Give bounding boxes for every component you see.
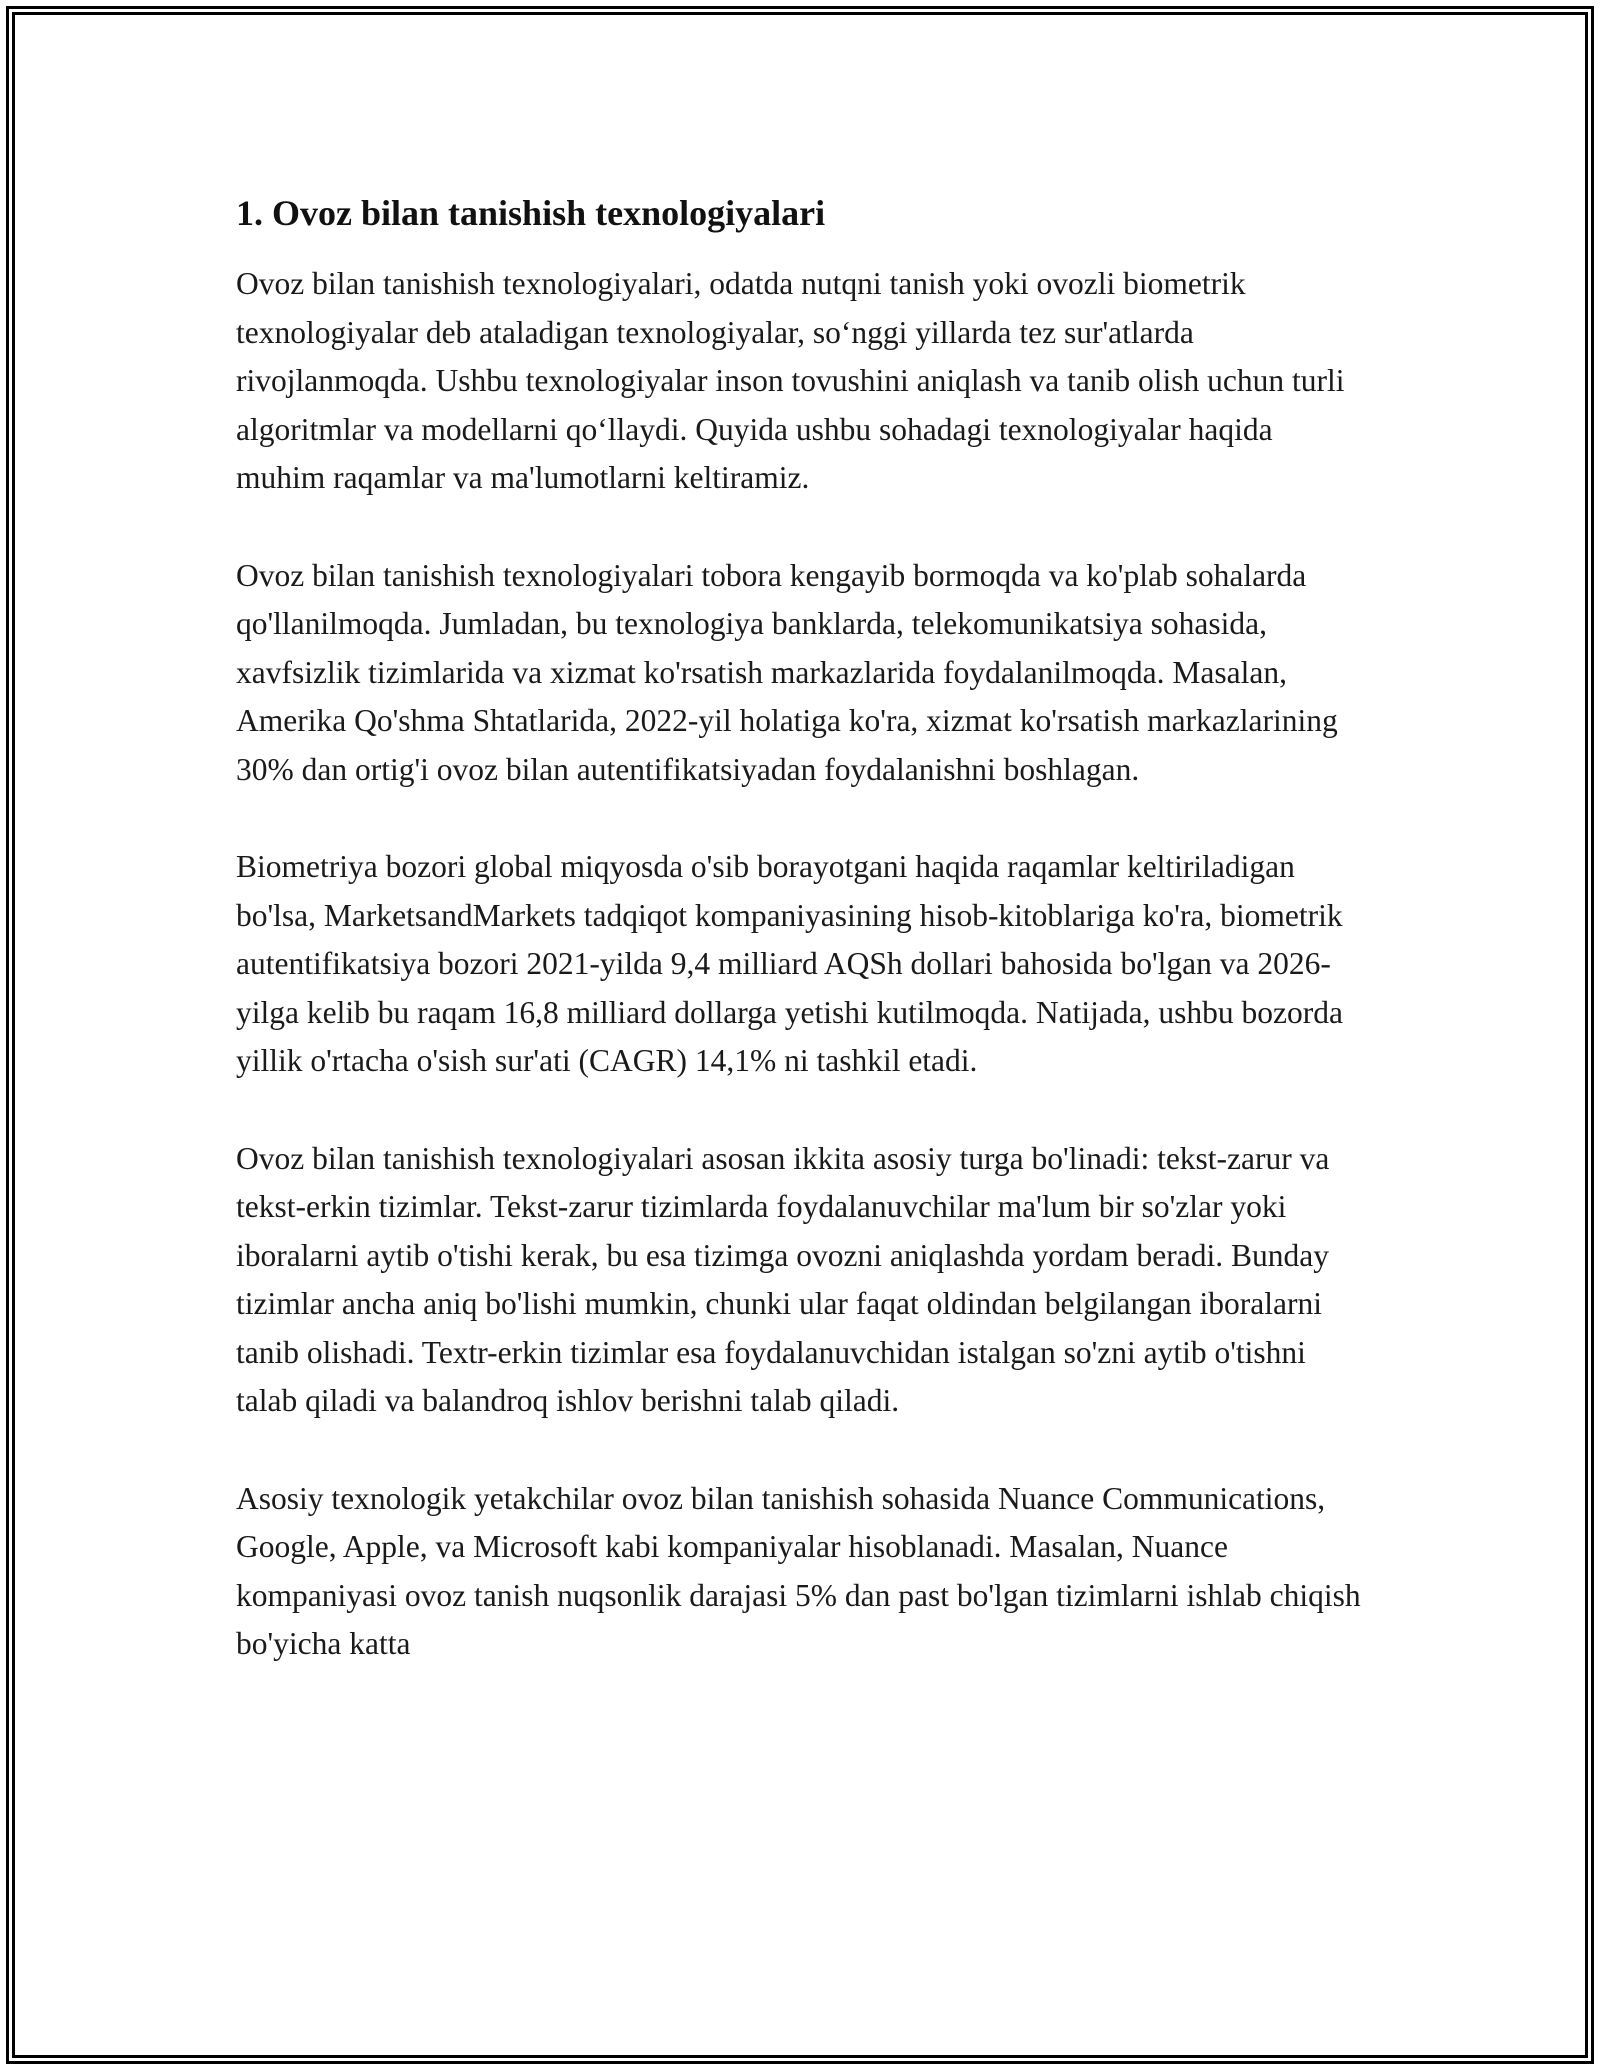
paragraph-5: Asosiy texnologik yetakchilar ovoz bilan tanishish sohasida Nuance Communications, Google, Apple, va Microsoft kabi kompaniyalar hisoblanadi. Masalan, Nuance kompaniyasi ovoz tanish nuqsonlik darajasi 5% dan past bo'lgan tizimlarni ishlab chiqish bo'yicha katta <box>236 1480 1361 1661</box>
document-body <box>236 188 1366 1718</box>
paragraph-2: Ovoz bilan tanishish texnologiyalari tobora kengayib bormoqda va ko'plab sohalarda qo'llanilmoqda. Jumladan, bu texnologiya banklarda, telekomunikatsiya sohasida, xavfsizlik tizimlarida va xizmat ko'rsatish markazlarida foydalanilmoqda. Masalan, Amerika Qo'shma Shtatlarida, 2022-yil holatiga ko'ra, xizmat ko'rsatish markazlarining 30% dan ortig'i ovoz bilan autentifikatsiyadan foydalanishni boshlagan. <box>236 557 1338 787</box>
paragraph-4: Ovoz bilan tanishish texnologiyalari asosan ikkita asosiy turga bo'linadi: tekst-zarur va tekst-erkin tizimlar. Tekst-zarur tizimlarda foydalanuvchilar ma'lum bir so'zlar yoki iboralarni aytib o'tishi kerak, bu esa tizimga ovozni aniqlashda yordam beradi. Bunday tizimlar ancha aniq bo'lishi mumkin, chunki ular faqat oldindan belgilangan iboralarni tanib olishadi. Textr-erkin tizimlar esa foydalanuvchidan istalgan so'zni aytib o'tishni talab qiladi va balandroq ishlov berishni talab qiladi. <box>236 1140 1330 1418</box>
paragraph-3: Biometriya bozori global miqyosda o'sib borayotgani haqida raqamlar keltiriladigan bo'lsa, MarketsandMarkets tadqiqot kompaniyasining hisob-kitoblariga ko'ra, biometrik autentifikatsiya bozori 2021-yilda 9,4 milliard AQSh dollari bahosida bo'lgan va 2026-yilga kelib bu raqam 16,8 milliard dollarga yetishi kutilmoqda. Natijada, ushbu bozorda yillik o'rtacha o'sish sur'ati (CAGR) 14,1% ni tashkil etadi. <box>236 849 1343 1078</box>
paragraph-1: Ovoz bilan tanishish texnologiyalari, odatda nutqni tanish yoki ovozli biometrik texnologiyalar deb ataladigan texnologiyalar, so‘nggi yillarda tez sur'atlarda rivojlanmoqda. Ushbu texnologiyalar inson tovushini aniqlash va tanib olish uchun turli algoritmlar va modellarni qo‘llaydi. Quyida ushbu sohadagi texnologiyalar haqida muhim raqamlar va ma'lumotlarni keltiramiz. <box>236 266 1345 495</box>
section-heading: 1. Ovoz bilan tanishish texnologiyalari <box>236 193 826 233</box>
